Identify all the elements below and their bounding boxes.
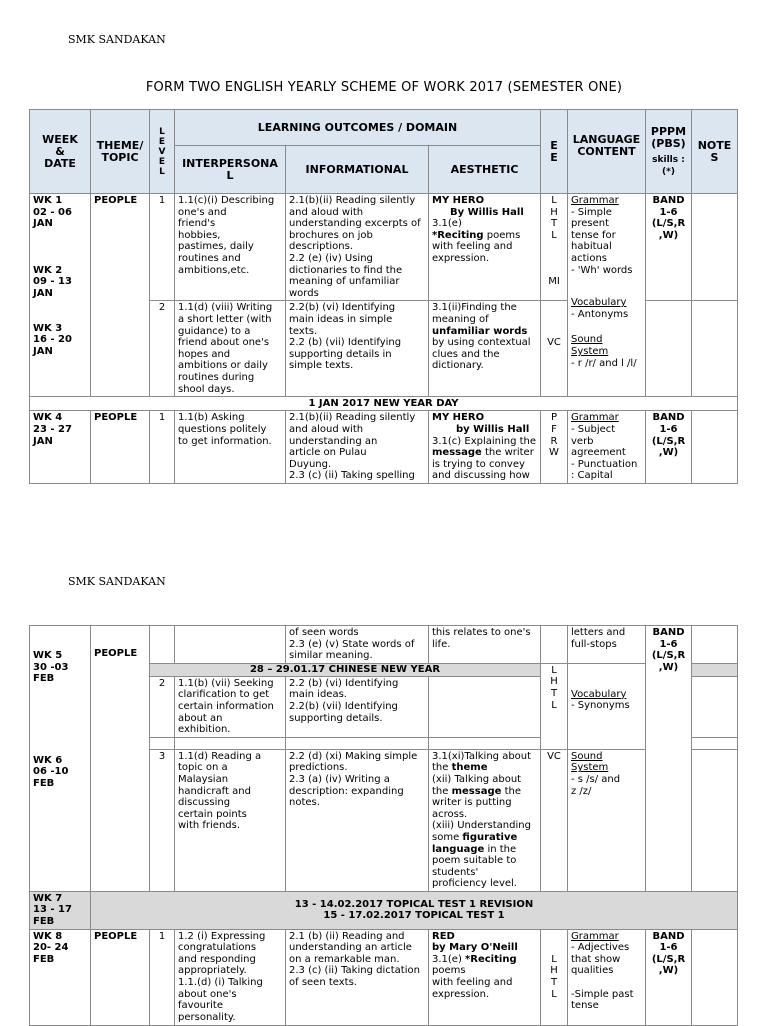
scheme-table-page-1 bbox=[29, 109, 738, 484]
header-interpersonal: INTERPERSONA L bbox=[175, 146, 286, 194]
informational-cell bbox=[286, 737, 429, 749]
chinese-new-year-row: 28 – 29.01.17 CHINESE NEW YEAR bbox=[150, 663, 541, 676]
theme-cell: PEOPLE bbox=[91, 626, 150, 892]
theme-cell: PEOPLE bbox=[91, 194, 150, 397]
theme-cell: PEOPLE bbox=[91, 929, 150, 1025]
header-informational: INFORMATIONAL bbox=[286, 146, 429, 194]
ee-cell: L H T L bbox=[541, 929, 568, 1025]
pppm-band: BAND 1-6 (L/S,R ,W) bbox=[646, 626, 692, 892]
vocabulary-heading: Vocabulary bbox=[571, 297, 627, 309]
aesthetic-text: poems with feeling and expression. bbox=[432, 229, 521, 264]
notes-cell bbox=[692, 301, 738, 397]
pppm-band: BAND 1-6 (L/S,R ,W) bbox=[646, 194, 692, 301]
informational-cell: 2.2(b) (vi) Identifying main ideas in simple texts. 2.2 (b) (vii) Identifying supporting details in simple texts. bbox=[286, 301, 429, 397]
aesthetic-cell bbox=[429, 737, 541, 749]
aesthetic-cell bbox=[429, 676, 541, 737]
informational-cell: of seen words 2.3 (e) (v) State words of similar meaning. bbox=[286, 626, 429, 664]
level-cell: 1 bbox=[150, 411, 175, 484]
language-content-cell bbox=[568, 411, 646, 484]
header-ee: E E bbox=[541, 110, 568, 194]
aesthetic-title: MY HERO bbox=[432, 195, 485, 206]
level-cell: 2 bbox=[150, 676, 175, 737]
pppm-cell bbox=[646, 301, 692, 397]
header-pppm bbox=[646, 110, 692, 194]
header-skills: skills : (*) bbox=[652, 154, 685, 177]
vocabulary-heading: Vocabulary bbox=[571, 688, 627, 700]
level-cell: 3 bbox=[150, 749, 175, 891]
header-week: WEEK & DATE bbox=[30, 110, 91, 194]
sound-system-list: - r /r/ and l /l/ bbox=[571, 357, 637, 369]
topical-test-revision: 13 - 14.02.2017 TOPICAL TEST 1 REVISION bbox=[294, 898, 534, 910]
aesthetic-cell bbox=[429, 929, 541, 1025]
aesthetic-code: 3.1(e) bbox=[432, 953, 466, 965]
aesthetic-cell bbox=[429, 194, 541, 301]
ee-cell bbox=[541, 626, 568, 664]
header-aesthetic: AESTHETIC bbox=[429, 146, 541, 194]
ee-cell: L H T L MI bbox=[541, 194, 568, 301]
aesthetic-author: By Willis Hall bbox=[450, 206, 524, 218]
week-dates: WK 1 02 - 06 JAN WK 2 09 - 13 JAN WK 3 16 - 20 JAN bbox=[30, 194, 91, 397]
school-name-header-page-2: SMK SANDAKAN bbox=[68, 575, 166, 588]
aesthetic-text: the writer is trying to convey and discussing how bbox=[432, 447, 534, 482]
notes-cell bbox=[692, 737, 738, 749]
grammar-heading: Grammar bbox=[571, 412, 619, 424]
aesthetic-text: (xii) Talking about the bbox=[432, 773, 522, 797]
grammar-list: - Simple present tense for habitual actions - 'Wh' words bbox=[571, 206, 633, 276]
aesthetic-author: by Mary O'Neill bbox=[432, 942, 518, 954]
interpersonal-cell bbox=[175, 626, 286, 664]
aesthetic-bold: unfamiliar words bbox=[432, 325, 528, 337]
informational-cell: 2.1(b)(ii) Reading silently and aloud with understanding excerpts of brochures on job descriptions. 2.2 (e) (iv) Using dictionaries to find the meaning of unfamiliar words bbox=[286, 194, 429, 301]
level-cell: 1 bbox=[150, 194, 175, 301]
language-content-cell bbox=[568, 749, 646, 891]
aesthetic-title: RED bbox=[432, 930, 455, 942]
grammar-list: - Subject verb agreement - Punctuation : Capital bbox=[571, 423, 638, 482]
week-dates: WK 5 30 -03 FEB WK 6 06 -10 FEB bbox=[30, 626, 91, 892]
aesthetic-bold: message bbox=[432, 447, 482, 459]
language-content-cell bbox=[568, 929, 646, 1025]
language-content-cell bbox=[568, 194, 646, 397]
aesthetic-text: the writer is putting across. (xiii) Understanding some bbox=[432, 785, 531, 843]
holiday-row: 1 JAN 2017 NEW YEAR DAY bbox=[30, 397, 738, 411]
notes-cell bbox=[692, 626, 738, 664]
header-level: L E V E L bbox=[150, 110, 175, 194]
sound-system-heading: Sound System bbox=[571, 750, 609, 774]
aesthetic-bold: message bbox=[451, 785, 502, 797]
table-row bbox=[30, 626, 738, 664]
table-row bbox=[30, 929, 738, 1025]
document-title: FORM TWO ENGLISH YEARLY SCHEME OF WORK 2017 (SEMESTER ONE) bbox=[145, 80, 623, 95]
ee-cell: L H T L bbox=[541, 663, 568, 749]
grammar-heading: Grammar bbox=[571, 195, 619, 206]
notes-cell bbox=[692, 194, 738, 301]
ee-cell: VC bbox=[541, 749, 568, 891]
aesthetic-text: poems with feeling and expression. bbox=[432, 965, 513, 1000]
header-theme: THEME/ TOPIC bbox=[91, 110, 150, 194]
sound-system-heading: Sound System bbox=[571, 334, 609, 357]
school-name-header: SMK SANDAKAN bbox=[68, 33, 166, 46]
interpersonal-cell: 1.1(d) (viii) Writing a short letter (with guidance) to a friend about one's hopes and ambitions or daily routines during shool days. bbox=[175, 301, 286, 397]
level-cell bbox=[150, 626, 175, 664]
language-content-cell: letters and full-stops bbox=[568, 626, 646, 664]
aesthetic-text: in the poem suitable to students' proficiency level. bbox=[432, 843, 517, 890]
ee-cell: VC bbox=[541, 301, 568, 397]
aesthetic-text: 3.1(xi)Talking about the bbox=[432, 750, 532, 774]
aesthetic-cell bbox=[429, 411, 541, 484]
informational-cell: 2.2 (d) (xi) Making simple predictions. 2.3 (a) (iv) Writing a description: expanding notes. bbox=[286, 749, 429, 891]
aesthetic-cell: this relates to one's life. bbox=[429, 626, 541, 664]
notes-cell bbox=[692, 749, 738, 891]
header-language-content: LANGUAGE CONTENT bbox=[568, 110, 646, 194]
grammar-list: - Adjectives that show qualities -Simple past tense bbox=[571, 942, 634, 1012]
topical-test: 15 - 17.02.2017 TOPICAL TEST 1 bbox=[323, 910, 505, 922]
level-cell: 1 bbox=[150, 929, 175, 1025]
level-cell bbox=[150, 737, 175, 749]
language-content-cell bbox=[568, 663, 646, 749]
scheme-table-page-2 bbox=[29, 625, 738, 1026]
interpersonal-cell: 1.1(c)(i) Describing one's and friend's hobbies, pastimes, daily routines and ambitions,etc. bbox=[175, 194, 286, 301]
header-notes: NOTE S bbox=[692, 110, 738, 194]
week-dates: WK 8 20- 24 FEB bbox=[30, 929, 91, 1025]
interpersonal-cell: 1.2 (i) Expressing congratulations and responding appropriately. 1.1.(d) (i) Talking about one's favourite personality. bbox=[175, 929, 286, 1025]
table-row bbox=[30, 891, 738, 929]
informational-cell: 2.2 (b) (vi) Identifying main ideas. 2.2(b) (vii) Identifying supporting details. bbox=[286, 676, 429, 737]
table-row bbox=[30, 411, 738, 484]
vocabulary-list: - Synonyms bbox=[571, 700, 630, 712]
week-dates: WK 7 13 - 17 FEB bbox=[30, 891, 91, 929]
aesthetic-bold: *Reciting bbox=[432, 229, 484, 241]
interpersonal-cell: 1.1(d) Reading a topic on a Malaysian handicraft and discussing certain points with friends. bbox=[175, 749, 286, 891]
interpersonal-cell: 1.1(b) (vii) Seeking clarification to get certain information about an exhibition. bbox=[175, 676, 286, 737]
aesthetic-text: 3.1(c) Explaining the bbox=[432, 435, 537, 447]
pppm-band: BAND 1-6 (L/S,R ,W) bbox=[646, 411, 692, 484]
topical-test-row bbox=[91, 891, 738, 929]
grammar-heading: Grammar bbox=[571, 930, 619, 942]
aesthetic-bold: theme bbox=[451, 762, 488, 774]
table-row bbox=[30, 194, 738, 301]
notes-cell bbox=[692, 663, 738, 676]
aesthetic-code: 3.1(e) bbox=[432, 218, 462, 230]
sound-system-list: - s /s/ and z /z/ bbox=[571, 773, 621, 797]
aesthetic-text: by using contextual clues and the dictionary. bbox=[432, 337, 531, 372]
header-learning-outcomes: LEARNING OUTCOMES / DOMAIN bbox=[175, 110, 541, 146]
interpersonal-cell: 1.1(b) Asking questions politely to get information. bbox=[175, 411, 286, 484]
notes-cell bbox=[692, 676, 738, 737]
aesthetic-title: MY HERO bbox=[432, 412, 485, 424]
aesthetic-author: by Willis Hall bbox=[456, 423, 530, 435]
informational-cell: 2.1 (b) (ii) Reading and understanding an article on a remarkable man. 2.3 (c) (ii) Taking dictation of seen texts. bbox=[286, 929, 429, 1025]
notes-cell bbox=[692, 929, 738, 1025]
pppm-band: BAND 1-6 (L/S,R ,W) bbox=[646, 929, 692, 1025]
header-pppm-label: PPPM (PBS) bbox=[650, 124, 687, 150]
informational-cell: 2.1(b)(ii) Reading silently and aloud with understanding an article on Pulau Duyung. 2.3 (c) (ii) Taking spelling bbox=[286, 411, 429, 484]
notes-cell bbox=[692, 411, 738, 484]
week-dates: WK 4 23 - 27 JAN bbox=[30, 411, 91, 484]
aesthetic-bold: figurative language bbox=[432, 831, 518, 855]
level-cell: 2 bbox=[150, 301, 175, 397]
aesthetic-bold: *Reciting bbox=[465, 953, 517, 965]
aesthetic-cell bbox=[429, 749, 541, 891]
vocabulary-list: - Antonyms bbox=[571, 308, 629, 320]
aesthetic-text: 3.1(ii)Finding the meaning of bbox=[432, 302, 517, 325]
interpersonal-cell bbox=[175, 737, 286, 749]
aesthetic-cell bbox=[429, 301, 541, 397]
theme-cell: PEOPLE bbox=[91, 411, 150, 484]
ee-cell: P F R W bbox=[541, 411, 568, 484]
